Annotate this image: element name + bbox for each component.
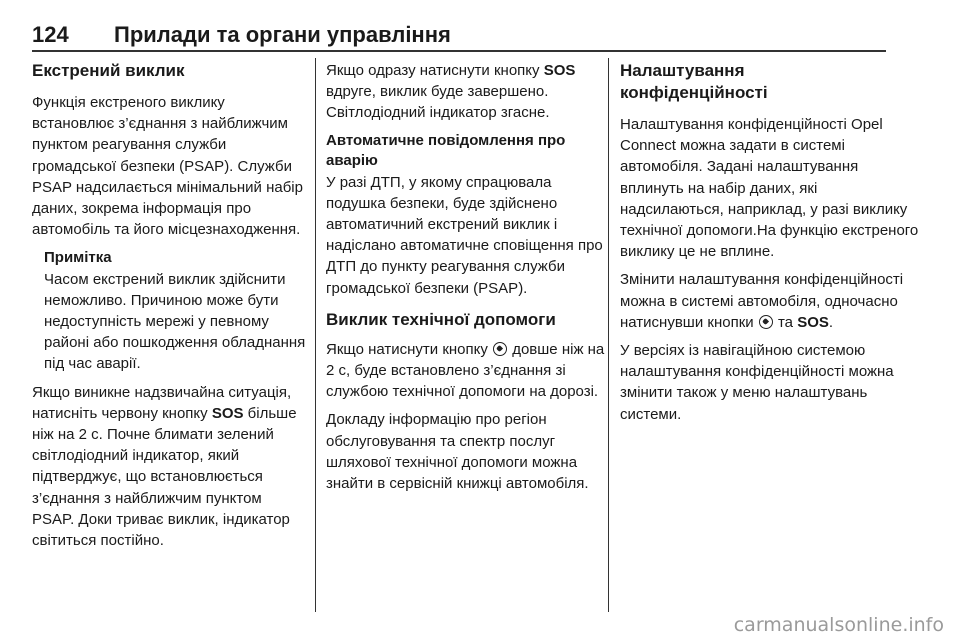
watermark: carmanualsonline.info — [733, 614, 944, 636]
column-privacy — [620, 60, 920, 432]
note-text: Часом екстрений виклик здійснити неможливо. Причиною може бути недоступність мережі у певному районі або пошкодження обладнання під час аварії. — [44, 270, 306, 373]
text-run: довше ніж на 2 с, буде встановлено з’єднання зі службою технічної допомоги на дорозі. — [326, 340, 605, 401]
sub-heading-auto-notification: Автоматичне повідомлення про аварію — [326, 131, 566, 169]
page-title: Прилади та органи управління — [114, 22, 451, 47]
text-run: Якщо одразу натиснути кнопку — [326, 62, 544, 79]
column-divider-1 — [315, 58, 316, 612]
sos-label: SOS — [543, 62, 576, 79]
sos-label: SOS — [797, 313, 829, 331]
text-run: більше ніж на 2 с. Почне блимати зелений світлодіодний індикатор, який підтверджує, що встановлюється з’єднання з найближчим пунктом PSAP. Доки триває виклик, індикатор світиться постійно. — [32, 404, 297, 550]
paragraph — [620, 269, 920, 333]
section-heading-assistance-call: Виклик технічної допомоги — [326, 309, 556, 329]
paragraph: Функція екстреного виклику встановлює з’єднання з найближчим пунктом реагування служби громадської безпеки (PSAP). Служби PSAP надсилається мінімальний набір даних, зокрема інформація про автомобіль та його місцезнаходження. — [32, 94, 303, 239]
section-heading-emergency-call: Екстрений виклик — [32, 61, 185, 80]
paragraph — [326, 60, 612, 124]
heading-line: Налаштування — [620, 61, 745, 80]
paragraph — [32, 382, 308, 552]
text-run: та — [773, 313, 798, 331]
page-number: 124 — [32, 22, 69, 47]
assistance-button-icon — [493, 342, 507, 356]
note-title: Примітка — [44, 249, 112, 267]
sos-label: SOS — [211, 404, 244, 422]
column-assistance — [326, 60, 612, 501]
paragraph: У версіях із навігаційною системою налаштування конфіденційності можна змінити також у меню налаштувань системи. — [620, 342, 894, 423]
column-emergency-call — [32, 60, 308, 558]
text-run: Змінити налаштування конфіденційності можна в системі автомобіля, одночасно натиснувши кнопки — [620, 271, 904, 331]
paragraph — [326, 339, 612, 403]
text-run: вдруге, виклик буде завершено. Світлодіодний індикатор згасне. — [326, 83, 550, 122]
paragraph: Налаштування конфіденційності Opel Connect можна задати в системі автомобіля. Задані налаштування вплинуть на набір даних, які надсилаються, наприклад, у разі виклику технічної допомоги.На функцію екстреного виклику це не вплине. — [620, 116, 919, 261]
page-header — [32, 22, 886, 52]
text-run: Якщо натиснути кнопку — [326, 340, 493, 358]
section-heading-privacy — [620, 60, 920, 104]
heading-line: конфіденційності — [620, 83, 768, 102]
text-run: . — [828, 313, 834, 331]
text-run: Якщо виникне надзвичайна ситуація, натисніть червону кнопку — [32, 383, 292, 422]
paragraph: У разі ДТП, у якому спрацювала подушка безпеки, буде здійснено автоматичний екстрений виклик і надіслано автоматичне сповіщення про ДТП до пункту реагування служби громадської безпеки (PSAP). — [326, 173, 603, 297]
assistance-button-icon — [759, 315, 773, 329]
paragraph: Докладу інформацію про регіон обслуговування та спектр послуг шляхової технічної допомоги можна знайти в сервісній книжці автомобіля. — [326, 411, 589, 493]
header-divider — [32, 50, 886, 52]
note-block — [44, 247, 308, 374]
